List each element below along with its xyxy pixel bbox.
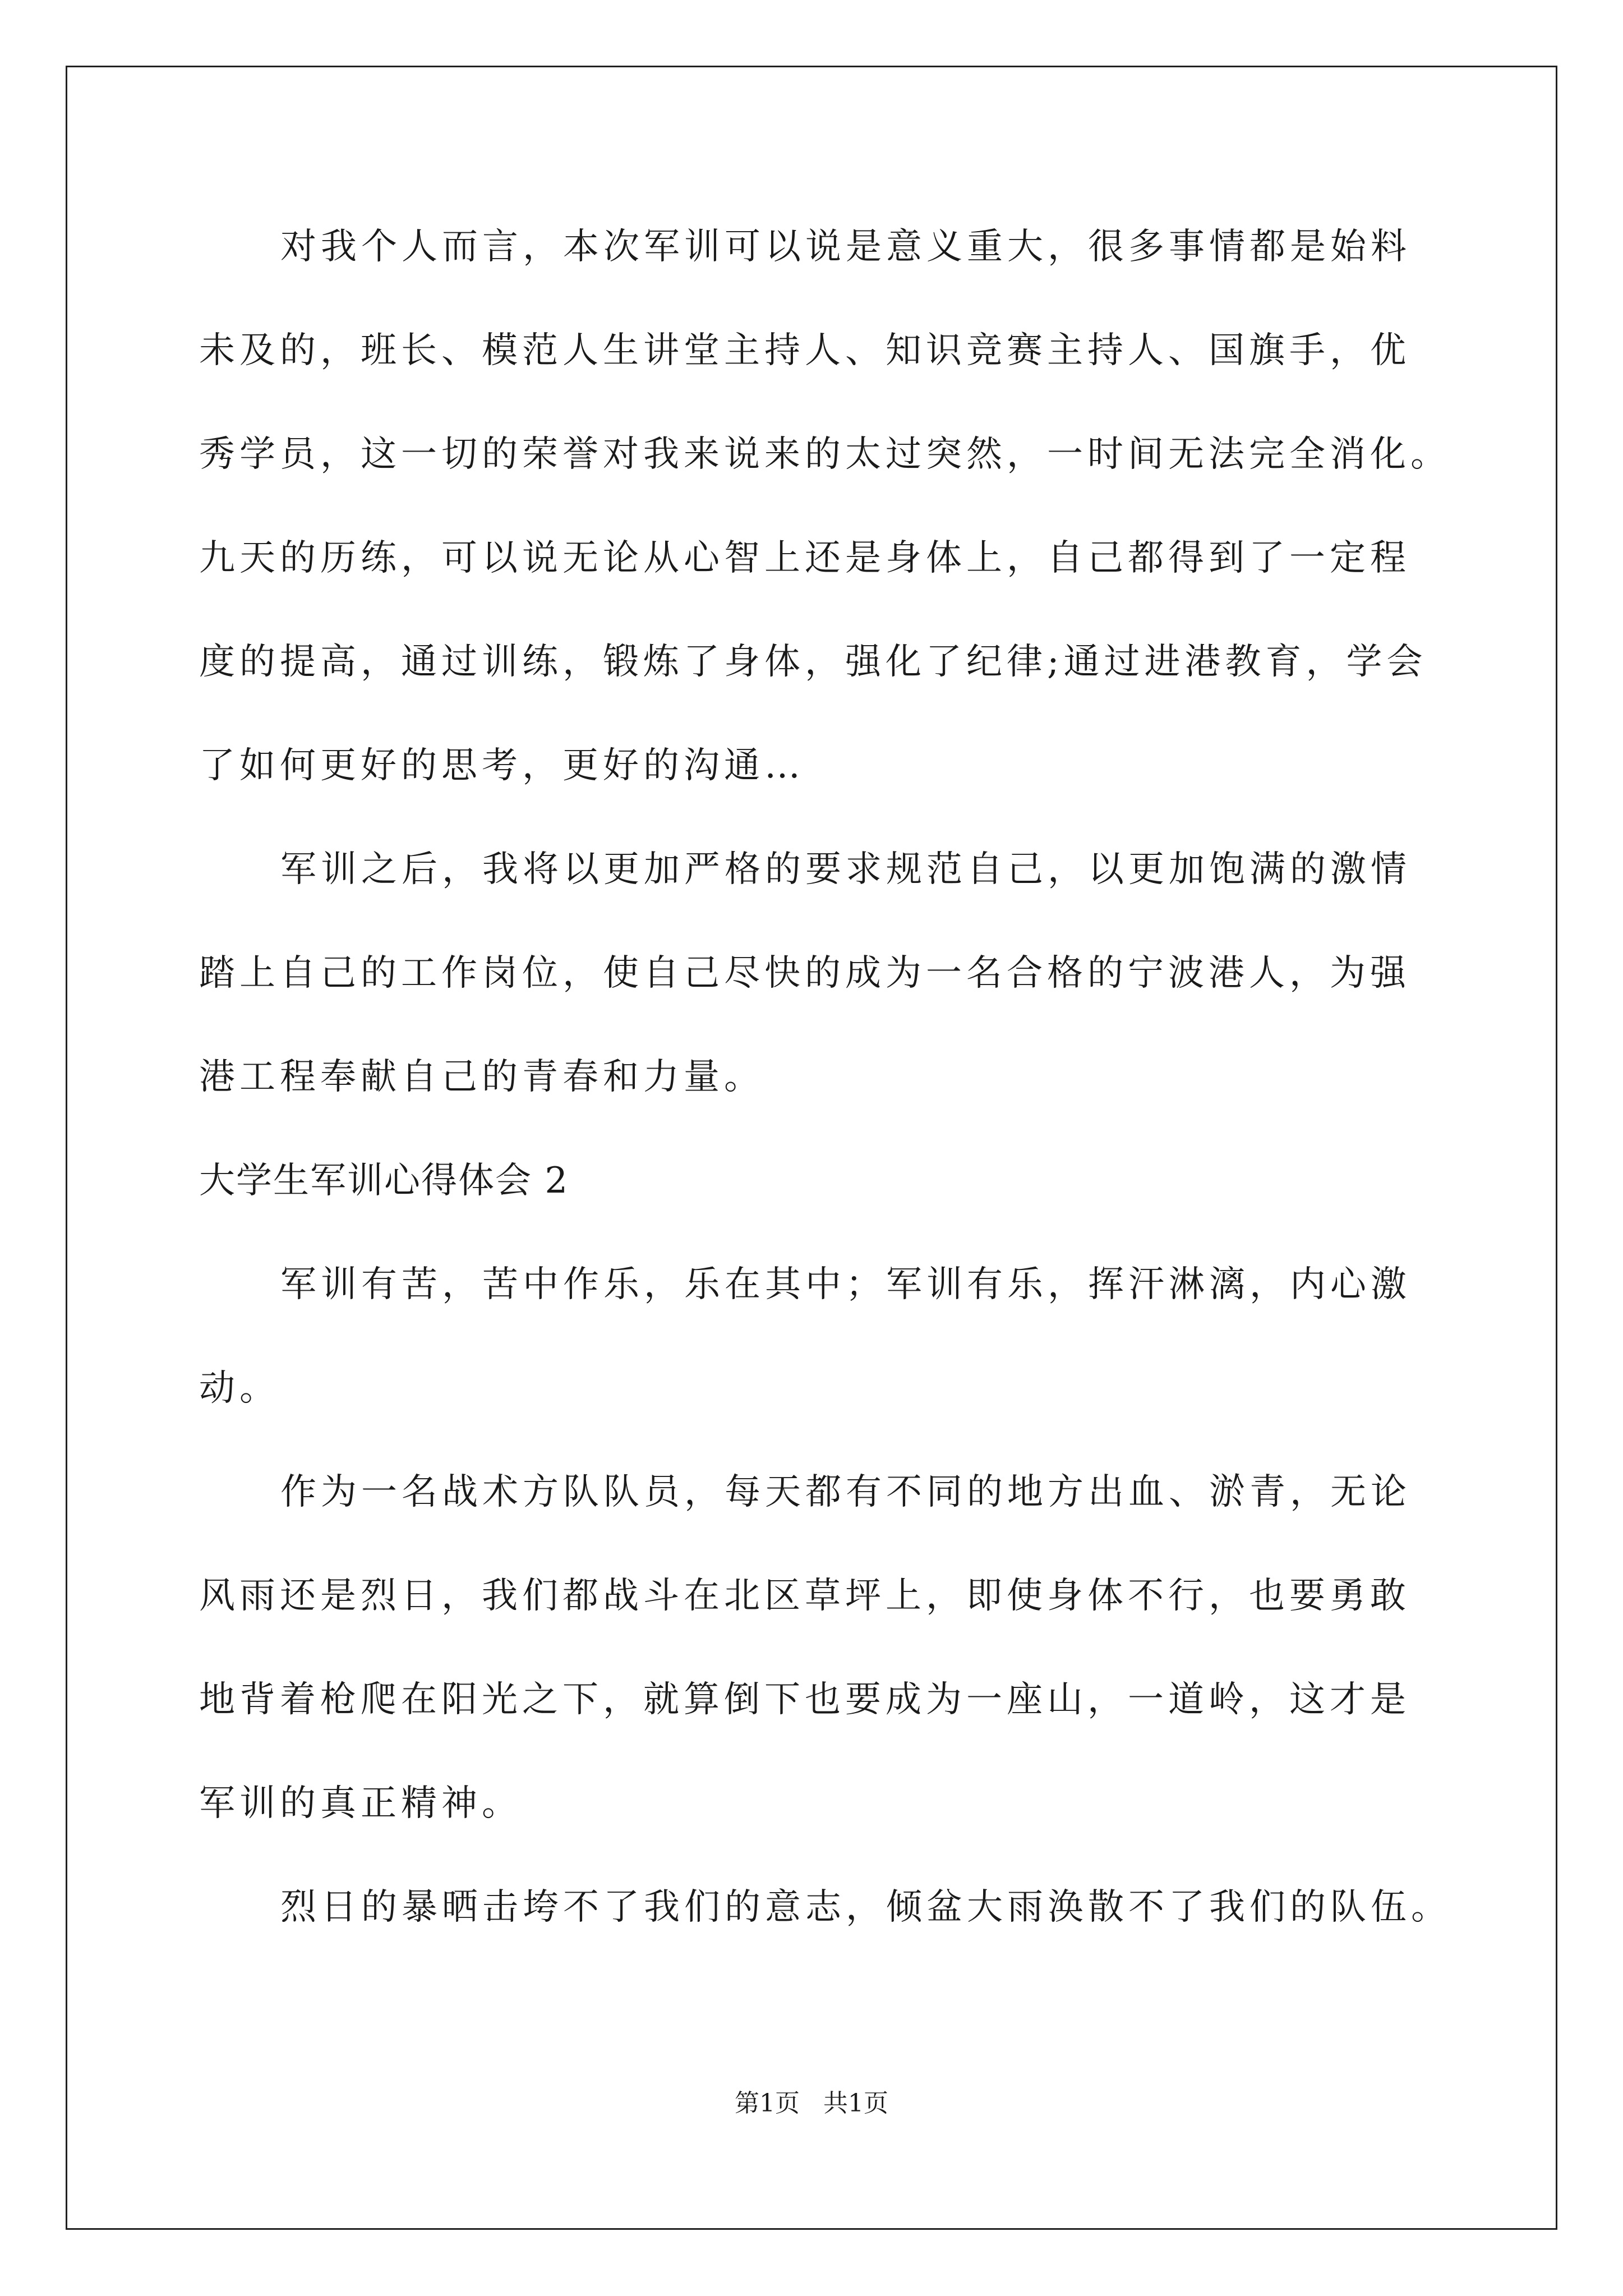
paragraph-5-line-1: 烈日的暴晒击垮不了我们的意志，倾盆大雨涣散不了我们的队伍。 bbox=[280, 1887, 1451, 1928]
paragraph-3-line-1: 军训有苦，苦中作乐，乐在其中；军训有乐，挥汗淋漓，内心激 bbox=[280, 1264, 1411, 1305]
paragraph-1-line-2: 未及的，班长、模范人生讲堂主持人、知识竞赛主持人、国旗手，优 bbox=[199, 330, 1410, 371]
paragraph-3-line-2: 动。 bbox=[199, 1368, 280, 1409]
page-number-footer: 第1页 共1页 bbox=[735, 2089, 888, 2118]
paragraph-4-line-4: 军训的真正精神。 bbox=[199, 1783, 522, 1824]
paragraph-2-line-3: 港工程奉献自己的青春和力量。 bbox=[199, 1056, 764, 1098]
paragraph-1-line-3: 秀学员，这一切的荣誉对我来说来的太过突然，一时间无法完全消化。 bbox=[199, 434, 1451, 475]
paragraph-4-line-1: 作为一名战术方队队员，每天都有不同的地方出血、淤青，无论 bbox=[280, 1471, 1411, 1513]
paragraph-1-line-6: 了如何更好的思考，更好的沟通… bbox=[199, 745, 805, 786]
section-heading: 大学生军训心得体会 2 bbox=[199, 1160, 569, 1202]
paragraph-1-line-4: 九天的历练，可以说无论从心智上还是身体上，自己都得到了一定程 bbox=[199, 537, 1410, 579]
paragraph-2-line-1: 军训之后，我将以更加严格的要求规范自己，以更加饱满的激情 bbox=[280, 849, 1411, 890]
paragraph-4-line-2: 风雨还是烈日，我们都战斗在北区草坪上，即使身体不行，也要勇敢 bbox=[199, 1575, 1410, 1617]
paragraph-1-line-5: 度的提高，通过训练，锻炼了身体，强化了纪律;通过进港教育，学会 bbox=[199, 641, 1427, 683]
paragraph-4-line-3: 地背着枪爬在阳光之下，就算倒下也要成为一座山，一道岭，这才是 bbox=[199, 1679, 1410, 1720]
paragraph-1-line-1: 对我个人而言，本次军训可以说是意义重大，很多事情都是始料 bbox=[280, 226, 1411, 268]
paragraph-2-line-2: 踏上自己的工作岗位，使自己尽快的成为一名合格的宁波港人，为强 bbox=[199, 953, 1410, 994]
